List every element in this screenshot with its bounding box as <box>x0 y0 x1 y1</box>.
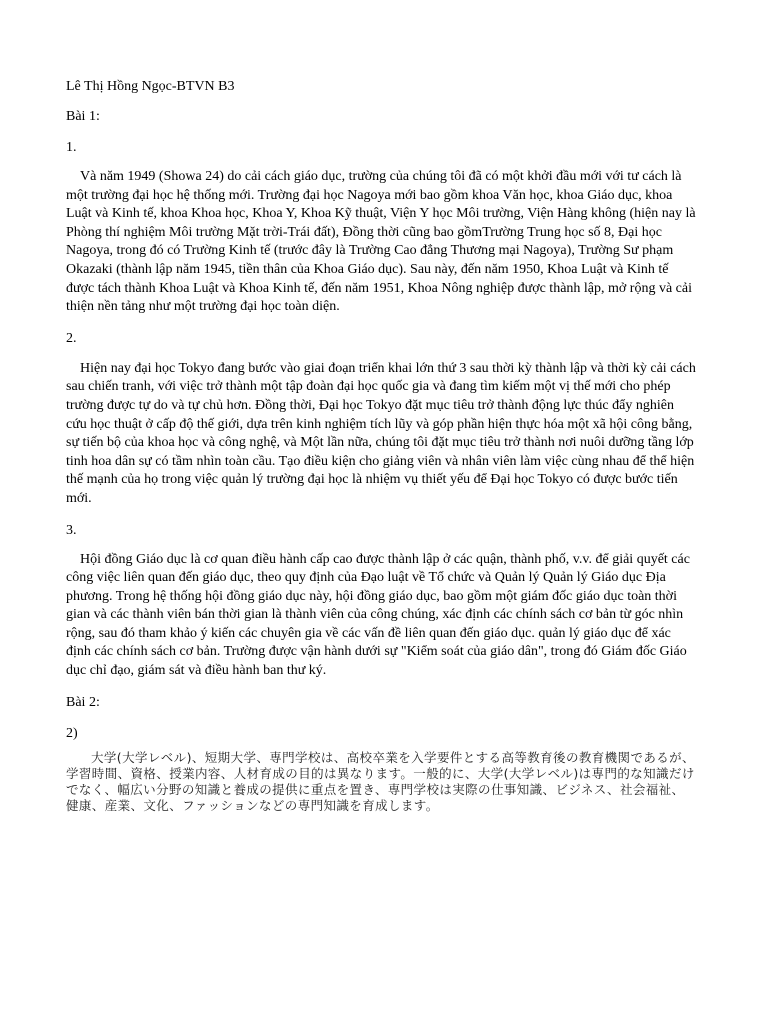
section-number-3: 3. <box>66 522 77 538</box>
section-paragraph-3: Hội đồng Giáo dục là cơ quan điều hành cấp cao được thành lập ở các quận, thành phố, v.v. để giải quyết các công việc liên quan đến giáo dục, theo quy định của Đạo luật về Tổ chức và Quản lý Quản lý Giáo dục Địa phương. Trong hệ thống hội đồng giáo dục này, hội đồng giáo dục, bao gồm một giám đốc giáo dục toàn thời gian và các thành viên bán thời gian là thành viên của công chúng, xác định các chính sách cơ bản từ góc nhìn rộng, sau đó tham khảo ý kiến các chuyên gia về các vấn đề liên quan đến giáo dục. quản lý giáo dục để xác định các chính sách cơ bản. Trường được vận hành dưới sự "Kiểm soát của giáo dân", trong đó Giám đốc Giáo dục chỉ đạo, giám sát và điều hành ban thư ký. <box>66 551 690 679</box>
bai2-japanese-paragraph: 大学(大学レベル)、短期大学、専門学校は、高校卒業を入学要件とする高等教育後の教育機関であるが、学習時間、資格、授業内容、人材育成の目的は異なります。一般的に、大学(大学レベル)は専門的な知識だけでなく、幅広い分野の知識と養成の提供に重点を置き、専門学校は実際の仕事知識、ビジネス、社会福祉、健康、産業、文化、ファッションなどの専門知識を育成します。 <box>66 749 695 814</box>
author-line: Lê Thị Hồng Ngọc-BTVN B3 <box>66 79 235 94</box>
bai1-heading: Bài 1: <box>66 109 100 124</box>
section-number-1: 1. <box>66 140 77 155</box>
section-number-2: 2. <box>66 330 77 346</box>
section-paragraph-1: Và năm 1949 (Showa 24) do cải cách giáo dục, trường của chúng tôi đã có một khởi đầu mới với tư cách là một trường đại học hệ thống mới. Trường đại học Nagoya mới bao gồm khoa Văn học, khoa Giáo dục, khoa Luật và Kinh tế, khoa Khoa học, Khoa Y, Khoa Kỹ thuật, Viện Y học Môi trường, Viện Hàng không (hiện nay là Phòng thí nghiệm Môi trường Mặt trời-Trái đất), Đồng thời cũng bao gồmTrường Trung học số 8, Đại học Nagoya, trong đó có Trường Kinh tế (trước đây là Trường Cao đẳng Thương mại Nagoya), Trường Sư phạm Okazaki (thành lập năm 1945, tiền thân của Khoa Giáo dục). Sau này, đến năm 1950, Khoa Luật và Kinh tế được tách thành Khoa Luật và Khoa Kinh tế, đến năm 1951, Khoa Nông nghiệp được thành lập, mở rộng và cải thiện nền tảng như một trường đại học toàn diện. <box>66 169 696 315</box>
section-paragraph-2: Hiện nay đại học Tokyo đang bước vào giai đoạn triển khai lớn thứ 3 sau thời kỳ thành lập và thời kỳ cải cách sau chiến tranh, với việc trở thành một tập đoàn đại học quốc gia và đang tìm kiếm một vị thế mới cho phép trường được tự do và tự chủ hơn. Đồng thời, Đại học Tokyo đặt mục tiêu trở thành động lực thúc đẩy nghiên cứu học thuật ở cấp độ thế giới, dựa trên kinh nghiệm tích lũy và góp phần hiện thực hóa một xã hội công bằng, sự tiến bộ của khoa học và công nghệ, và Một lần nữa, chúng tôi đặt mục tiêu trở thành nơi nuôi dưỡng tầng lớp tinh hoa dân sự có tầm nhìn toàn cầu. Tạo điều kiện cho giảng viên và nhân viên làm việc cùng nhau để thể hiện thế mạnh của họ trong việc quản lý trường đại học là nhiệm vụ thiết yếu để Đại học Tokyo có được bước tiến mới. <box>66 360 696 506</box>
bai2-section-number: 2) <box>66 725 78 741</box>
bai2-heading: Bài 2: <box>66 694 100 710</box>
